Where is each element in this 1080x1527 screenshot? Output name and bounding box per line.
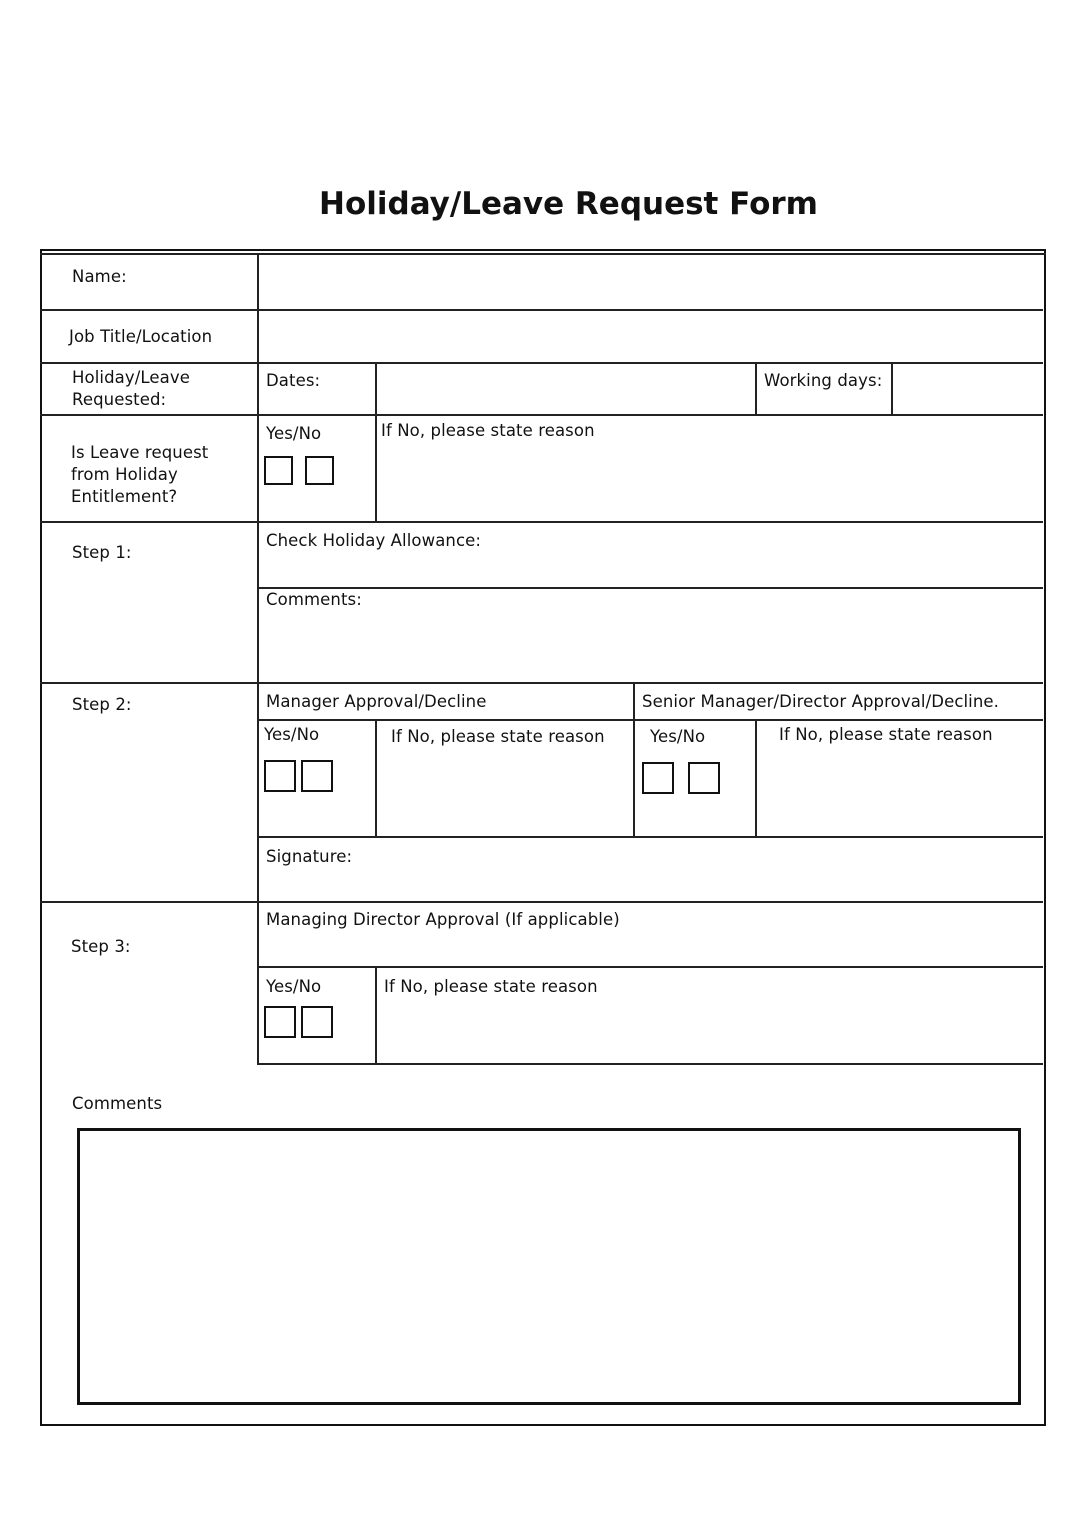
working-days-label: Working days: xyxy=(764,371,883,390)
senior-no-checkbox[interactable] xyxy=(688,762,720,794)
manager-yes-checkbox[interactable] xyxy=(264,760,296,792)
divider xyxy=(40,309,1043,311)
yes-no-label: Yes/No xyxy=(266,424,322,443)
holiday-requested-label: Holiday/Leave xyxy=(72,368,190,387)
signature-label: Signature: xyxy=(266,847,353,866)
step2-label: Step 2: xyxy=(72,695,132,714)
reason-label: If No, please state reason xyxy=(381,421,595,440)
md-approval-label: Managing Director Approval (If applicable) xyxy=(266,910,620,929)
holiday-requested-label: Requested: xyxy=(72,390,167,409)
step3-label: Step 3: xyxy=(71,937,131,956)
yes-no-label: Yes/No xyxy=(264,725,320,744)
job-title-label: Job Title/Location xyxy=(69,327,213,346)
divider xyxy=(755,720,757,837)
step1-label: Step 1: xyxy=(72,543,132,562)
entitlement-label: from Holiday xyxy=(71,465,178,484)
name-label: Name: xyxy=(72,267,127,286)
divider xyxy=(375,720,377,837)
yes-checkbox[interactable] xyxy=(264,456,293,485)
md-yes-checkbox[interactable] xyxy=(264,1006,296,1038)
check-allowance-label: Check Holiday Allowance: xyxy=(266,531,482,550)
divider xyxy=(258,587,1043,589)
step1-comments-label: Comments: xyxy=(266,590,362,609)
divider xyxy=(40,253,1046,255)
md-no-checkbox[interactable] xyxy=(301,1006,333,1038)
divider xyxy=(40,521,1043,523)
divider xyxy=(755,363,757,415)
no-checkbox[interactable] xyxy=(305,456,334,485)
yes-no-label: Yes/No xyxy=(650,727,706,746)
entitlement-label: Entitlement? xyxy=(71,487,178,506)
reason-label: If No, please state reason xyxy=(391,727,605,746)
senior-approval-label: Senior Manager/Director Approval/Decline. xyxy=(642,692,1000,711)
reason-label: If No, please state reason xyxy=(384,977,598,996)
divider xyxy=(891,363,893,415)
comments-textarea[interactable] xyxy=(77,1128,1021,1405)
divider xyxy=(257,254,259,1065)
reason-label: If No, please state reason xyxy=(779,725,993,744)
divider xyxy=(40,682,1043,684)
manager-approval-label: Manager Approval/Decline xyxy=(266,692,487,711)
divider xyxy=(375,363,377,522)
comments-label: Comments xyxy=(72,1094,163,1113)
divider xyxy=(633,683,635,837)
page-title: Holiday/Leave Request Form xyxy=(319,186,818,222)
entitlement-label: Is Leave request xyxy=(71,443,209,462)
manager-no-checkbox[interactable] xyxy=(301,760,333,792)
senior-yes-checkbox[interactable] xyxy=(642,762,674,794)
yes-no-label: Yes/No xyxy=(266,977,322,996)
dates-label: Dates: xyxy=(266,371,321,390)
divider xyxy=(40,901,1043,903)
divider xyxy=(375,967,377,1064)
